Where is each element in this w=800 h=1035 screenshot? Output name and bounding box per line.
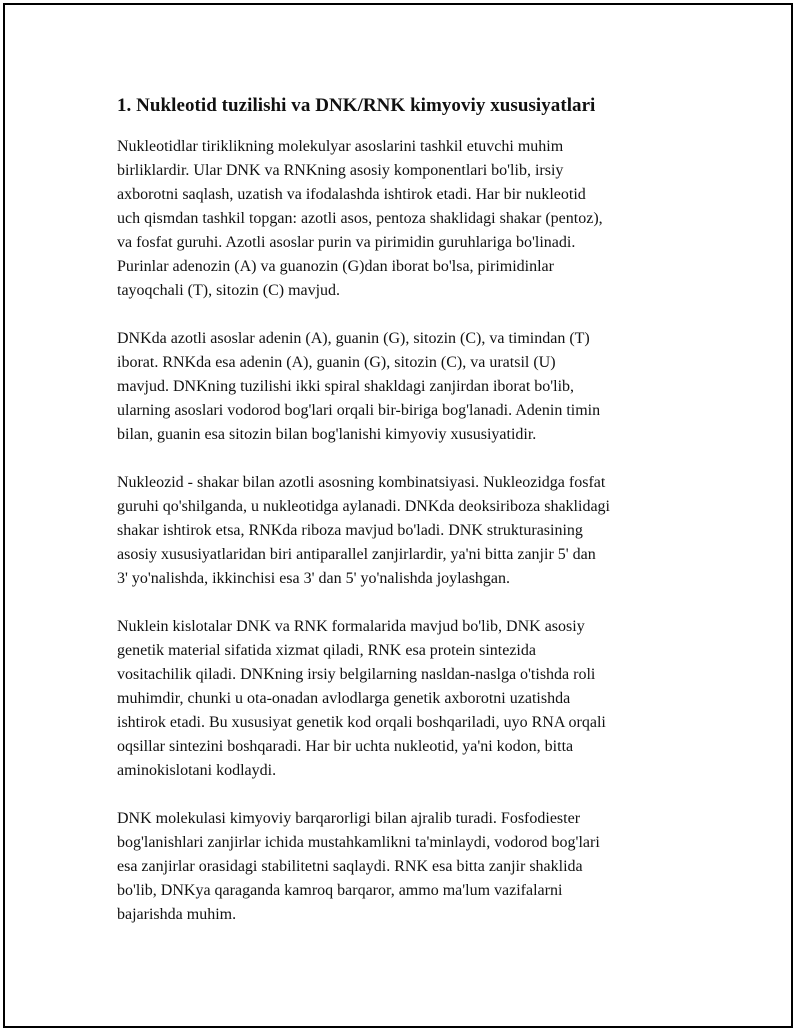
text-line: iborat. RNKda esa adenin (A), guanin (G), sitozin (C), va uratsil (U) <box>117 354 556 371</box>
text-line: bog'lanishlari zanjirlar ichida mustahkamlikni ta'minlaydi, vodorod bog'lari <box>117 834 600 851</box>
text-line: va fosfat guruhi. Azotli asoslar purin va pirimidin guruhlariga bo'linadi. <box>117 234 576 251</box>
text-line: axborotni saqlash, uzatish va ifodalashda ishtirok etadi. Har bir nukleotid <box>117 186 586 203</box>
text-line: uch qismdan tashkil topgan: azotli asos, pentoza shaklidagi shakar (pentoz), <box>117 210 603 227</box>
text-line: bo'lib, DNKya qaraganda kamroq barqaror, ammo ma'lum vazifalarni <box>117 882 563 899</box>
text-line: Nukleozid - shakar bilan azotli asosning kombinatsiyasi. Nukleozidga fosfat <box>117 474 606 491</box>
text-line: ishtirok etadi. Bu xususiyat genetik kod orqali boshqariladi, uyo RNA orqali <box>117 714 606 731</box>
text-line: mavjud. DNKning tuzilishi ikki spiral shakldagi zanjirdan iborat bo'lib, <box>117 378 575 395</box>
text-line: shakar ishtirok etsa, RNKda riboza mavjud bo'ladi. DNK strukturasining <box>117 522 583 539</box>
text-line: Nukleotidlar tiriklikning molekulyar asoslarini tashkil etuvchi muhim <box>117 138 564 155</box>
text-line: muhimdir, chunki u ota-onadan avlodlarga genetik axborotni uzatishda <box>117 690 571 707</box>
text-line: tayoqchali (T), sitozin (C) mavjud. <box>117 282 341 299</box>
paragraph-nucleotide-structure <box>117 135 692 303</box>
paragraph-nucleoside <box>117 471 692 591</box>
section-heading: 1. Nukleotid tuzilishi va DNK/RNK kimyoviy xususiyatlari <box>117 95 596 116</box>
paragraph-dna-stability <box>117 807 692 927</box>
paragraph-dna-bases <box>117 327 692 447</box>
document-body <box>117 94 692 951</box>
text-line: vositachilik qiladi. DNKning irsiy belgilarning nasldan-naslga o'tishda roli <box>117 666 596 683</box>
text-line: bilan, guanin esa sitozin bilan bog'lanishi kimyoviy xususiyatidir. <box>117 426 537 443</box>
text-line: DNKda azotli asoslar adenin (A), guanin (G), sitozin (C), va timindan (T) <box>117 330 590 347</box>
text-line: aminokislotani kodlaydi. <box>117 762 277 779</box>
text-line: Nuklein kislotalar DNK va RNK formalarida mavjud bo'lib, DNK asosiy <box>117 618 585 635</box>
text-line: oqsillar sintezini boshqaradi. Har bir uchta nukleotid, ya'ni kodon, bitta <box>117 738 574 755</box>
text-line: Purinlar adenozin (A) va guanozin (G)dan iborat bo'lsa, pirimidinlar <box>117 258 554 275</box>
text-line: ularning asoslari vodorod bog'lari orqali bir-biriga bog'lanadi. Adenin timin <box>117 402 601 419</box>
text-line: asosiy xususiyatlaridan biri antiparallel zanjirlardir, ya'ni bitta zanjir 5' dan <box>117 546 596 563</box>
text-line: esa zanjirlar orasidagi stabilitetni saqlaydi. RNK esa bitta zanjir shaklida <box>117 858 583 875</box>
text-line: genetik material sifatida xizmat qiladi, RNK esa protein sintezida <box>117 642 536 659</box>
paragraph-nucleic-acids <box>117 615 692 783</box>
text-line: DNK molekulasi kimyoviy barqarorligi bilan ajralib turadi. Fosfodiester <box>117 810 581 827</box>
text-line: birliklardir. Ular DNK va RNKning asosiy komponentlari bo'lib, irsiy <box>117 162 564 179</box>
text-line: guruhi qo'shilganda, u nukleotidga aylanadi. DNKda deoksiriboza shaklidagi <box>117 498 610 515</box>
text-line: 3' yo'nalishda, ikkinchisi esa 3' dan 5' yo'nalishda joylashgan. <box>117 570 511 587</box>
text-line: bajarishda muhim. <box>117 906 237 923</box>
